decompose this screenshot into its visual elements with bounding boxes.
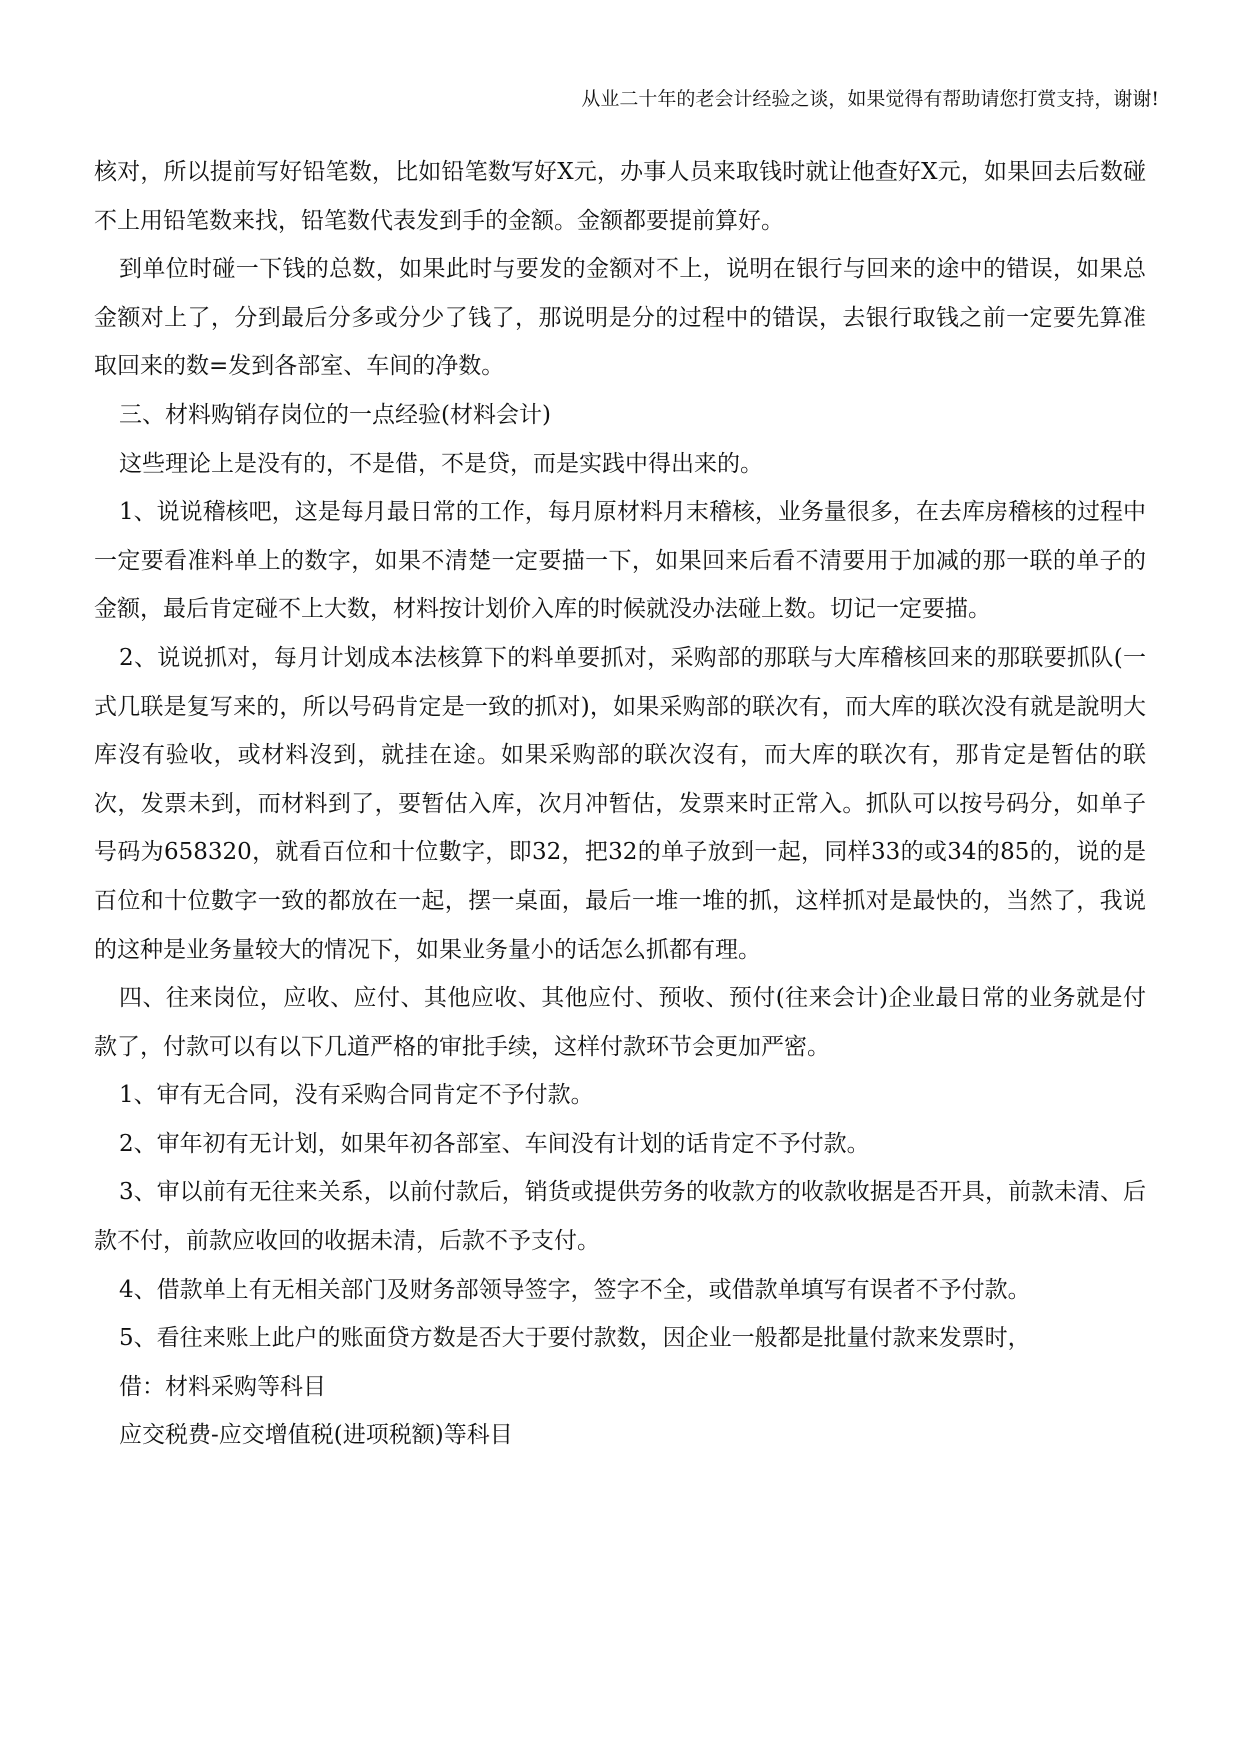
list-item: 2、审年初有无计划，如果年初各部室、车间没有计划的话肯定不予付款。 bbox=[119, 1130, 870, 1157]
paragraph: 核对，所以提前写好铅笔数，比如铅笔数写好X元，办事人员来取钱时就让他查好X元，如果回去后数碰不上用铅笔数来找，铅笔数代表发到手的金额。金额都要提前算好。 bbox=[94, 159, 1146, 234]
section-heading: 三、材料购销存岗位的一点经验(材料会计) bbox=[119, 401, 551, 428]
list-item: 3、审以前有无往来关系，以前付款后，销货或提供劳务的收款方的收款收据是否开具，前款未清、后款不付，前款应收回的收据未清，后款不予支付。 bbox=[94, 1179, 1146, 1255]
paragraph: 这些理论上是没有的，不是借，不是贷，而是实践中得出来的。 bbox=[119, 450, 763, 477]
list-item: 5、看往来账上此户的账面贷方数是否大于要付款数，因企业一般都是批量付款来发票时， bbox=[119, 1325, 1031, 1352]
journal-entry-line: 借：材料采购等科目 bbox=[119, 1373, 326, 1400]
list-item: 1、审有无合同，没有采购合同肯定不予付款。 bbox=[119, 1082, 594, 1109]
paragraph: 到单位时碰一下钱的总数，如果此时与要发的金额对不上，说明在银行与回来的途中的错误，如果总金额对上了，分到最后分多或分少了钱了，那说明是分的过程中的错误，去银行取钱之前一定要先算准取回来的数=发到各部室、车间的净数。 bbox=[94, 256, 1146, 380]
list-item: 2、说说抓对，每月计划成本法核算下的料单要抓对，采购部的那联与大库稽核回来的那联要抓队(一式几联是复写来的，所以号码肯定是一致的抓对)，如果采购部的联次有，而大库的联次没有就是說明大库沒有验收，或材料沒到，就挂在途。如果采购部的联次沒有，而大库的联次有，那肯定是暂估的联次，发票未到，而材料到了，要暂估入库，次月冲暂估，发票来时正常入。抓队可以按号码分，如单子号码为658320，就看百位和十位數字，即32，把32的单子放到一起，同样33的或34的85的，说的是百位和十位數字一致的都放在一起，摆一桌面，最后一堆一堆的抓，这样抓对是最快的，当然了，我说的这种是业务量较大的情况下，如果业务量小的话怎么抓都有理。 bbox=[94, 644, 1146, 963]
section-heading: 四、往来岗位，应收、应付、其他应收、其他应付、预收、预付(往来会计)企业最日常的业务就是付款了，付款可以有以下几道严格的审批手续，这样付款环节会更加严密。 bbox=[94, 985, 1146, 1060]
page-header: 从业二十年的老会计经验之谈，如果觉得有帮助请您打赏支持，谢谢! bbox=[581, 88, 1159, 110]
journal-entry-line: 应交税费-应交增值税(进项税额)等科目 bbox=[119, 1422, 513, 1449]
list-item: 1、说说稽核吧，这是每月最日常的工作，每月原材料月末稽核，业务量很多，在去库房稽核的过程中一定要看准料单上的数字，如果不清楚一定要描一下，如果回来后看不清要用于加减的那一联的单子的金额，最后肯定碰不上大数，材料按计划价入库的时候就没办法碰上数。切记一定要描。 bbox=[94, 499, 1146, 623]
document-body bbox=[94, 148, 1146, 1460]
list-item: 4、借款单上有无相关部门及财务部领导签字，签字不全，或借款单填写有误者不予付款。 bbox=[119, 1276, 1031, 1303]
